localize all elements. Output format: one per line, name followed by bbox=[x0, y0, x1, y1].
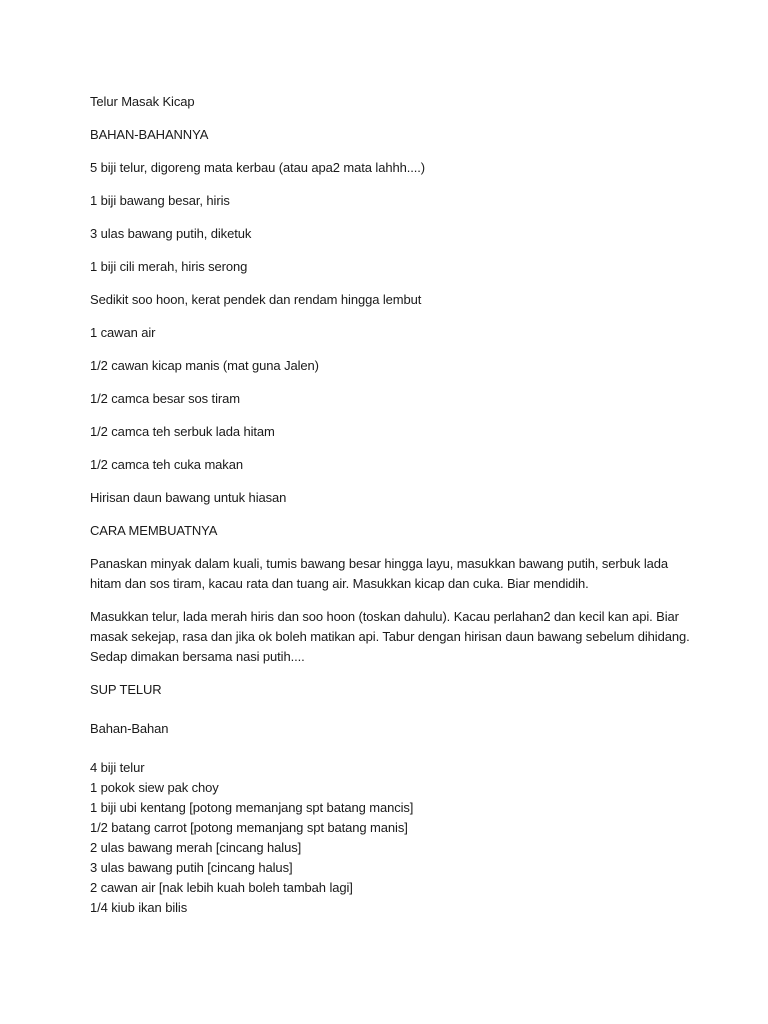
list-item: 4 biji telur bbox=[90, 760, 145, 775]
list-item: 3 ulas bawang putih [cincang halus] bbox=[90, 860, 293, 875]
ingredient-line: 1/2 camca teh serbuk lada hitam bbox=[90, 424, 275, 439]
ingredient-line: 1/2 camca teh cuka makan bbox=[90, 457, 243, 472]
method-step: Masukkan telur, lada merah hiris dan soo hoon (toskan dahulu). Kacau perlahan2 dan kecil kan api. Biar masak sekejap, rasa dan jika ok boleh matikan api. Tabur dengan hirisan daun bawang sebelum dihidang. Sedap dimakan bersama nasi putih.... bbox=[90, 609, 690, 664]
list-item: 2 ulas bawang merah [cincang halus] bbox=[90, 840, 302, 855]
ingredient-line: 1 cawan air bbox=[90, 325, 156, 340]
ingredient-line: 3 ulas bawang putih, diketuk bbox=[90, 226, 252, 241]
method-heading: CARA MEMBUATNYA bbox=[90, 523, 218, 538]
list-item: 1/4 kiub ikan bilis bbox=[90, 900, 188, 915]
ingredient-line: Hirisan daun bawang untuk hiasan bbox=[90, 490, 287, 505]
ingredient-line: 1/2 cawan kicap manis (mat guna Jalen) bbox=[90, 358, 319, 373]
ingredient-line: Sedikit soo hoon, kerat pendek dan rendam hingga lembut bbox=[90, 292, 422, 307]
document-body bbox=[90, 92, 690, 918]
list-item: 1/2 batang carrot [potong memanjang spt batang manis] bbox=[90, 820, 408, 835]
list-item: 1 pokok siew pak choy bbox=[90, 780, 219, 795]
list-item: 1 biji ubi kentang [potong memanjang spt batang mancis] bbox=[90, 800, 414, 815]
recipe-title: Telur Masak Kicap bbox=[90, 94, 195, 109]
ingredients-heading: Bahan-Bahan bbox=[90, 721, 169, 736]
method-step: Panaskan minyak dalam kuali, tumis bawang besar hingga layu, masukkan bawang putih, serbuk lada hitam dan sos tiram, kacau rata dan tuang air. Masukkan kicap dan cuka. Biar mendidih. bbox=[90, 556, 669, 591]
ingredient-line: 1 biji bawang besar, hiris bbox=[90, 193, 230, 208]
ingredients-heading: BAHAN-BAHANNYA bbox=[90, 127, 209, 142]
list-item: 2 cawan air [nak lebih kuah boleh tambah lagi] bbox=[90, 880, 353, 895]
ingredient-list bbox=[90, 758, 690, 918]
recipe-title: SUP TELUR bbox=[90, 682, 162, 697]
ingredient-line: 1 biji cili merah, hiris serong bbox=[90, 259, 248, 274]
ingredient-line: 1/2 camca besar sos tiram bbox=[90, 391, 240, 406]
ingredient-line: 5 biji telur, digoreng mata kerbau (atau apa2 mata lahhh....) bbox=[90, 160, 425, 175]
